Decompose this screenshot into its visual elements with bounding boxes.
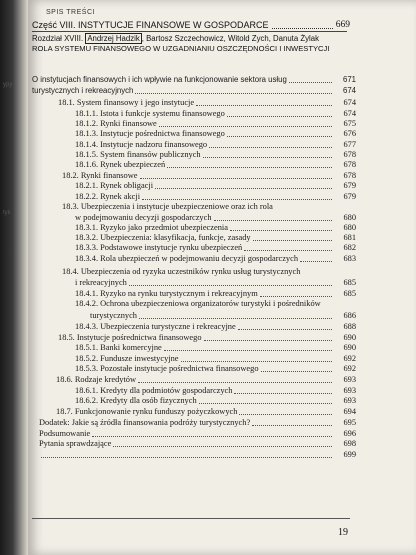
toc-entry-title: 18.3.2. Ubezpieczenia: klasyfikacja, funkcje, zasady bbox=[75, 233, 251, 242]
page-number: 671 bbox=[342, 75, 356, 84]
toc-entry-title: 18.5.3. Pozostałe instytucje pośrednictwa finansowego bbox=[75, 364, 259, 373]
chapter-authors bbox=[32, 33, 319, 44]
toc-entry-title: 18.4.1. Ryzyko na rynku turystycznym i rekreacyjnym bbox=[75, 289, 258, 298]
page-number: 695 bbox=[343, 418, 356, 427]
toc-entry-title: Podsumowanie bbox=[39, 429, 91, 438]
toc-entry-title: 18.1.2. Rynki finansowe bbox=[75, 119, 157, 128]
toc-entry-title: 18.1.6. Rynek ubezpieczeń bbox=[75, 160, 166, 169]
dot-leader bbox=[253, 239, 332, 241]
page-number: 690 bbox=[343, 333, 356, 342]
dot-leader bbox=[300, 260, 332, 262]
page-number: 688 bbox=[343, 322, 356, 331]
page-number: 676 bbox=[343, 129, 356, 138]
toc-entry bbox=[62, 201, 356, 212]
toc-entry-title: 18.4. Ubezpieczenia od ryzyka uczestników rynku usług turystycznych bbox=[62, 267, 301, 276]
dot-leader bbox=[261, 370, 332, 372]
toc-entry-title: 18.4.2. Ochrona ubezpieczeniowa organizatorów turystyki i pośredników bbox=[75, 299, 321, 308]
toc-entry bbox=[58, 97, 356, 108]
dot-leader bbox=[129, 284, 332, 286]
page-number: 692 bbox=[343, 364, 356, 373]
page-number: 680 bbox=[343, 223, 356, 232]
dot-leader bbox=[289, 81, 332, 83]
toc-entry-title: 18.4.3. Ubezpieczenia turystyczne i rekreacyjne bbox=[75, 322, 236, 331]
page-number: 685 bbox=[343, 289, 356, 298]
dot-leader bbox=[234, 392, 332, 394]
page-number: 678 bbox=[343, 160, 356, 169]
dot-leader bbox=[302, 274, 332, 275]
page-number: 685 bbox=[343, 278, 356, 287]
edge-fragment: ypy bbox=[3, 82, 13, 88]
toc-entry-title: turystycznych bbox=[90, 311, 137, 320]
chapter-subtitle-line2 bbox=[32, 85, 356, 96]
chapter-subtitle: O instytucjach finansowych i ich wpływie na funkcjonowanie sektora usług bbox=[32, 75, 287, 84]
page-number: 678 bbox=[343, 150, 356, 159]
boxed-author: Andrzej Hadzik bbox=[87, 34, 140, 43]
toc-entry-title: 18.1.1. Istota i funkcje systemu finansowego bbox=[75, 109, 225, 118]
page-number: 678 bbox=[343, 171, 356, 180]
page-number: 698 bbox=[343, 439, 356, 448]
page-number: 681 bbox=[343, 233, 356, 242]
dot-leader bbox=[159, 125, 332, 127]
toc-entry bbox=[90, 310, 356, 321]
adjacent-page-edge bbox=[0, 0, 28, 555]
page-number: 692 bbox=[343, 354, 356, 363]
dot-leader bbox=[204, 339, 332, 341]
page-number: 680 bbox=[343, 213, 356, 222]
chapter-heading bbox=[32, 34, 352, 53]
dot-leader bbox=[199, 402, 332, 404]
dot-leader bbox=[135, 92, 332, 94]
toc-entry-title: 18.6. Rodzaje kredytów bbox=[56, 375, 137, 384]
toc-entry bbox=[56, 406, 356, 417]
page-number: 696 bbox=[343, 429, 356, 438]
dot-leader bbox=[92, 435, 332, 437]
toc-entry-title: 18.6.2. Kredyty dla osób fizycznych bbox=[75, 396, 197, 405]
dot-leader bbox=[230, 229, 332, 231]
page-number: 679 bbox=[343, 181, 356, 190]
toc-entry-title: w podejmowaniu decyzji gospodarczych bbox=[75, 213, 212, 222]
page-number: 677 bbox=[343, 140, 356, 149]
dot-leader bbox=[41, 456, 332, 458]
page-number: 683 bbox=[343, 254, 356, 263]
toc-entry bbox=[75, 342, 356, 353]
toc-entry-title: Dodatek: Jakie są źródła finansowania podróży turystycznych? bbox=[39, 418, 251, 427]
toc-entry bbox=[75, 277, 356, 288]
part-page: 669 bbox=[335, 20, 350, 30]
dot-leader bbox=[244, 249, 332, 251]
toc-entry-title: 18.6.1. Kredyty dla podmiotów gospodarczych bbox=[75, 386, 233, 395]
dot-leader bbox=[140, 177, 333, 179]
toc-entry-title: 18.1.4. Instytucje nadzoru finansowego bbox=[75, 140, 208, 149]
dot-leader bbox=[139, 317, 332, 319]
toc-entry bbox=[75, 242, 356, 253]
toc-entry bbox=[39, 449, 356, 460]
toc-entry-title: 18.3.3. Podstawowe instytucje rynku ubezpieczeń bbox=[75, 243, 243, 252]
toc-entry-title: 18.3.4. Rola ubezpieczeń w podejmowaniu decyzji gospodarczych bbox=[75, 254, 299, 263]
toc-entry bbox=[39, 417, 356, 428]
toc-entry bbox=[75, 298, 356, 309]
toc-entry bbox=[75, 180, 356, 191]
bottom-rule bbox=[32, 518, 350, 519]
dot-leader bbox=[196, 104, 332, 106]
dot-leader bbox=[323, 306, 332, 307]
toc-entry bbox=[62, 266, 356, 277]
dot-leader bbox=[142, 198, 332, 200]
page-number: 674 bbox=[343, 98, 356, 107]
toc-entry bbox=[75, 321, 356, 332]
toc-entry-title: 18.7. Funkcjonowanie rynku funduszy pożyczkowych bbox=[56, 407, 238, 416]
dot-leader bbox=[272, 21, 333, 29]
page-number: 694 bbox=[343, 407, 356, 416]
dot-leader bbox=[275, 209, 332, 210]
part-heading bbox=[32, 19, 350, 31]
toc-entry-title: 18.2. Rynki finansowe bbox=[62, 171, 138, 180]
page-number: 682 bbox=[343, 243, 356, 252]
dot-leader bbox=[214, 219, 332, 221]
edge-fragment: tyk bbox=[3, 210, 11, 216]
dot-leader bbox=[239, 413, 332, 415]
dot-leader bbox=[164, 349, 332, 351]
toc-entry-title: 18.3.1. Ryzyko jako przedmiot ubezpieczenia bbox=[75, 223, 228, 232]
dot-leader bbox=[155, 187, 332, 189]
toc-entry bbox=[75, 128, 356, 139]
toc-entry-title: 18.2.2. Rynek akcji bbox=[75, 192, 141, 201]
toc-entry bbox=[75, 159, 356, 170]
page-number: 686 bbox=[343, 311, 356, 320]
dot-leader bbox=[113, 445, 332, 447]
dot-leader bbox=[227, 135, 332, 137]
toc-entry bbox=[75, 363, 356, 374]
chapter-label: Rozdział XVIII. bbox=[32, 34, 84, 43]
chapter-title: ROLA SYSTEMU FINANSOWEGO W UZGADNIANIU OSZCZĘDNOŚCI I INWESTYCJI bbox=[32, 43, 330, 53]
part-rule bbox=[32, 31, 347, 32]
toc-entry-title: 18.1. System finansowy i jego instytucje bbox=[58, 98, 195, 107]
toc-entry-title: 18.1.5. System finansów publicznych bbox=[75, 150, 201, 159]
dot-leader bbox=[252, 424, 332, 426]
toc-entry-title: 18.5.1. Banki komercyjne bbox=[75, 343, 162, 352]
page-number: 693 bbox=[343, 396, 356, 405]
page-number: 675 bbox=[343, 119, 356, 128]
chapter-subtitle-line1 bbox=[32, 74, 356, 85]
page-number: 693 bbox=[343, 375, 356, 384]
toc-entry bbox=[75, 253, 356, 264]
page-number: 690 bbox=[343, 343, 356, 352]
toc-entry-title: 18.2.1. Rynek obligacji bbox=[75, 181, 154, 190]
page-number: 693 bbox=[343, 386, 356, 395]
toc-entry-title: 18.3. Ubezpieczenia i instytucje ubezpieczeniowe oraz ich rola bbox=[62, 202, 273, 211]
page-number: 674 bbox=[342, 86, 356, 95]
toc-entry-title: 18.1.3. Instytucje pośrednictwa finansowego bbox=[75, 129, 225, 138]
page-number: 699 bbox=[343, 450, 356, 459]
other-authors: , Bartosz Szczechowicz, Witold Zych, Danuta Żylak bbox=[141, 34, 319, 43]
toc-entry bbox=[75, 395, 356, 406]
toc-entry-title: 18.5. Instytucje pośrednictwa finansowego bbox=[58, 333, 202, 342]
page-folio: 19 bbox=[338, 527, 348, 538]
dot-leader bbox=[227, 115, 332, 117]
toc-entry-title: Pytania sprawdzające bbox=[39, 439, 112, 448]
running-head: SPIS TREŚCI bbox=[46, 9, 95, 16]
dot-leader bbox=[181, 360, 332, 362]
page-number: 674 bbox=[343, 109, 356, 118]
toc-entry-title: 18.5.2. Fundusze inwestycyjne bbox=[75, 354, 179, 363]
toc-entry-title: i rekreacyjnych bbox=[75, 278, 127, 287]
dot-leader bbox=[138, 381, 332, 383]
part-title: Część VIII. INSTYTUCJE FINANSOWE W GOSPODARCE bbox=[32, 20, 269, 30]
dot-leader bbox=[167, 166, 332, 168]
dot-leader bbox=[260, 295, 332, 297]
toc-entry bbox=[39, 438, 356, 449]
dot-leader bbox=[238, 328, 332, 330]
toc-entry bbox=[56, 374, 356, 385]
page-number: 679 bbox=[343, 192, 356, 201]
dot-leader bbox=[203, 156, 332, 158]
chapter-subtitle-cont: turystycznych i rekreacyjnych bbox=[32, 86, 134, 95]
dot-leader bbox=[209, 146, 332, 148]
